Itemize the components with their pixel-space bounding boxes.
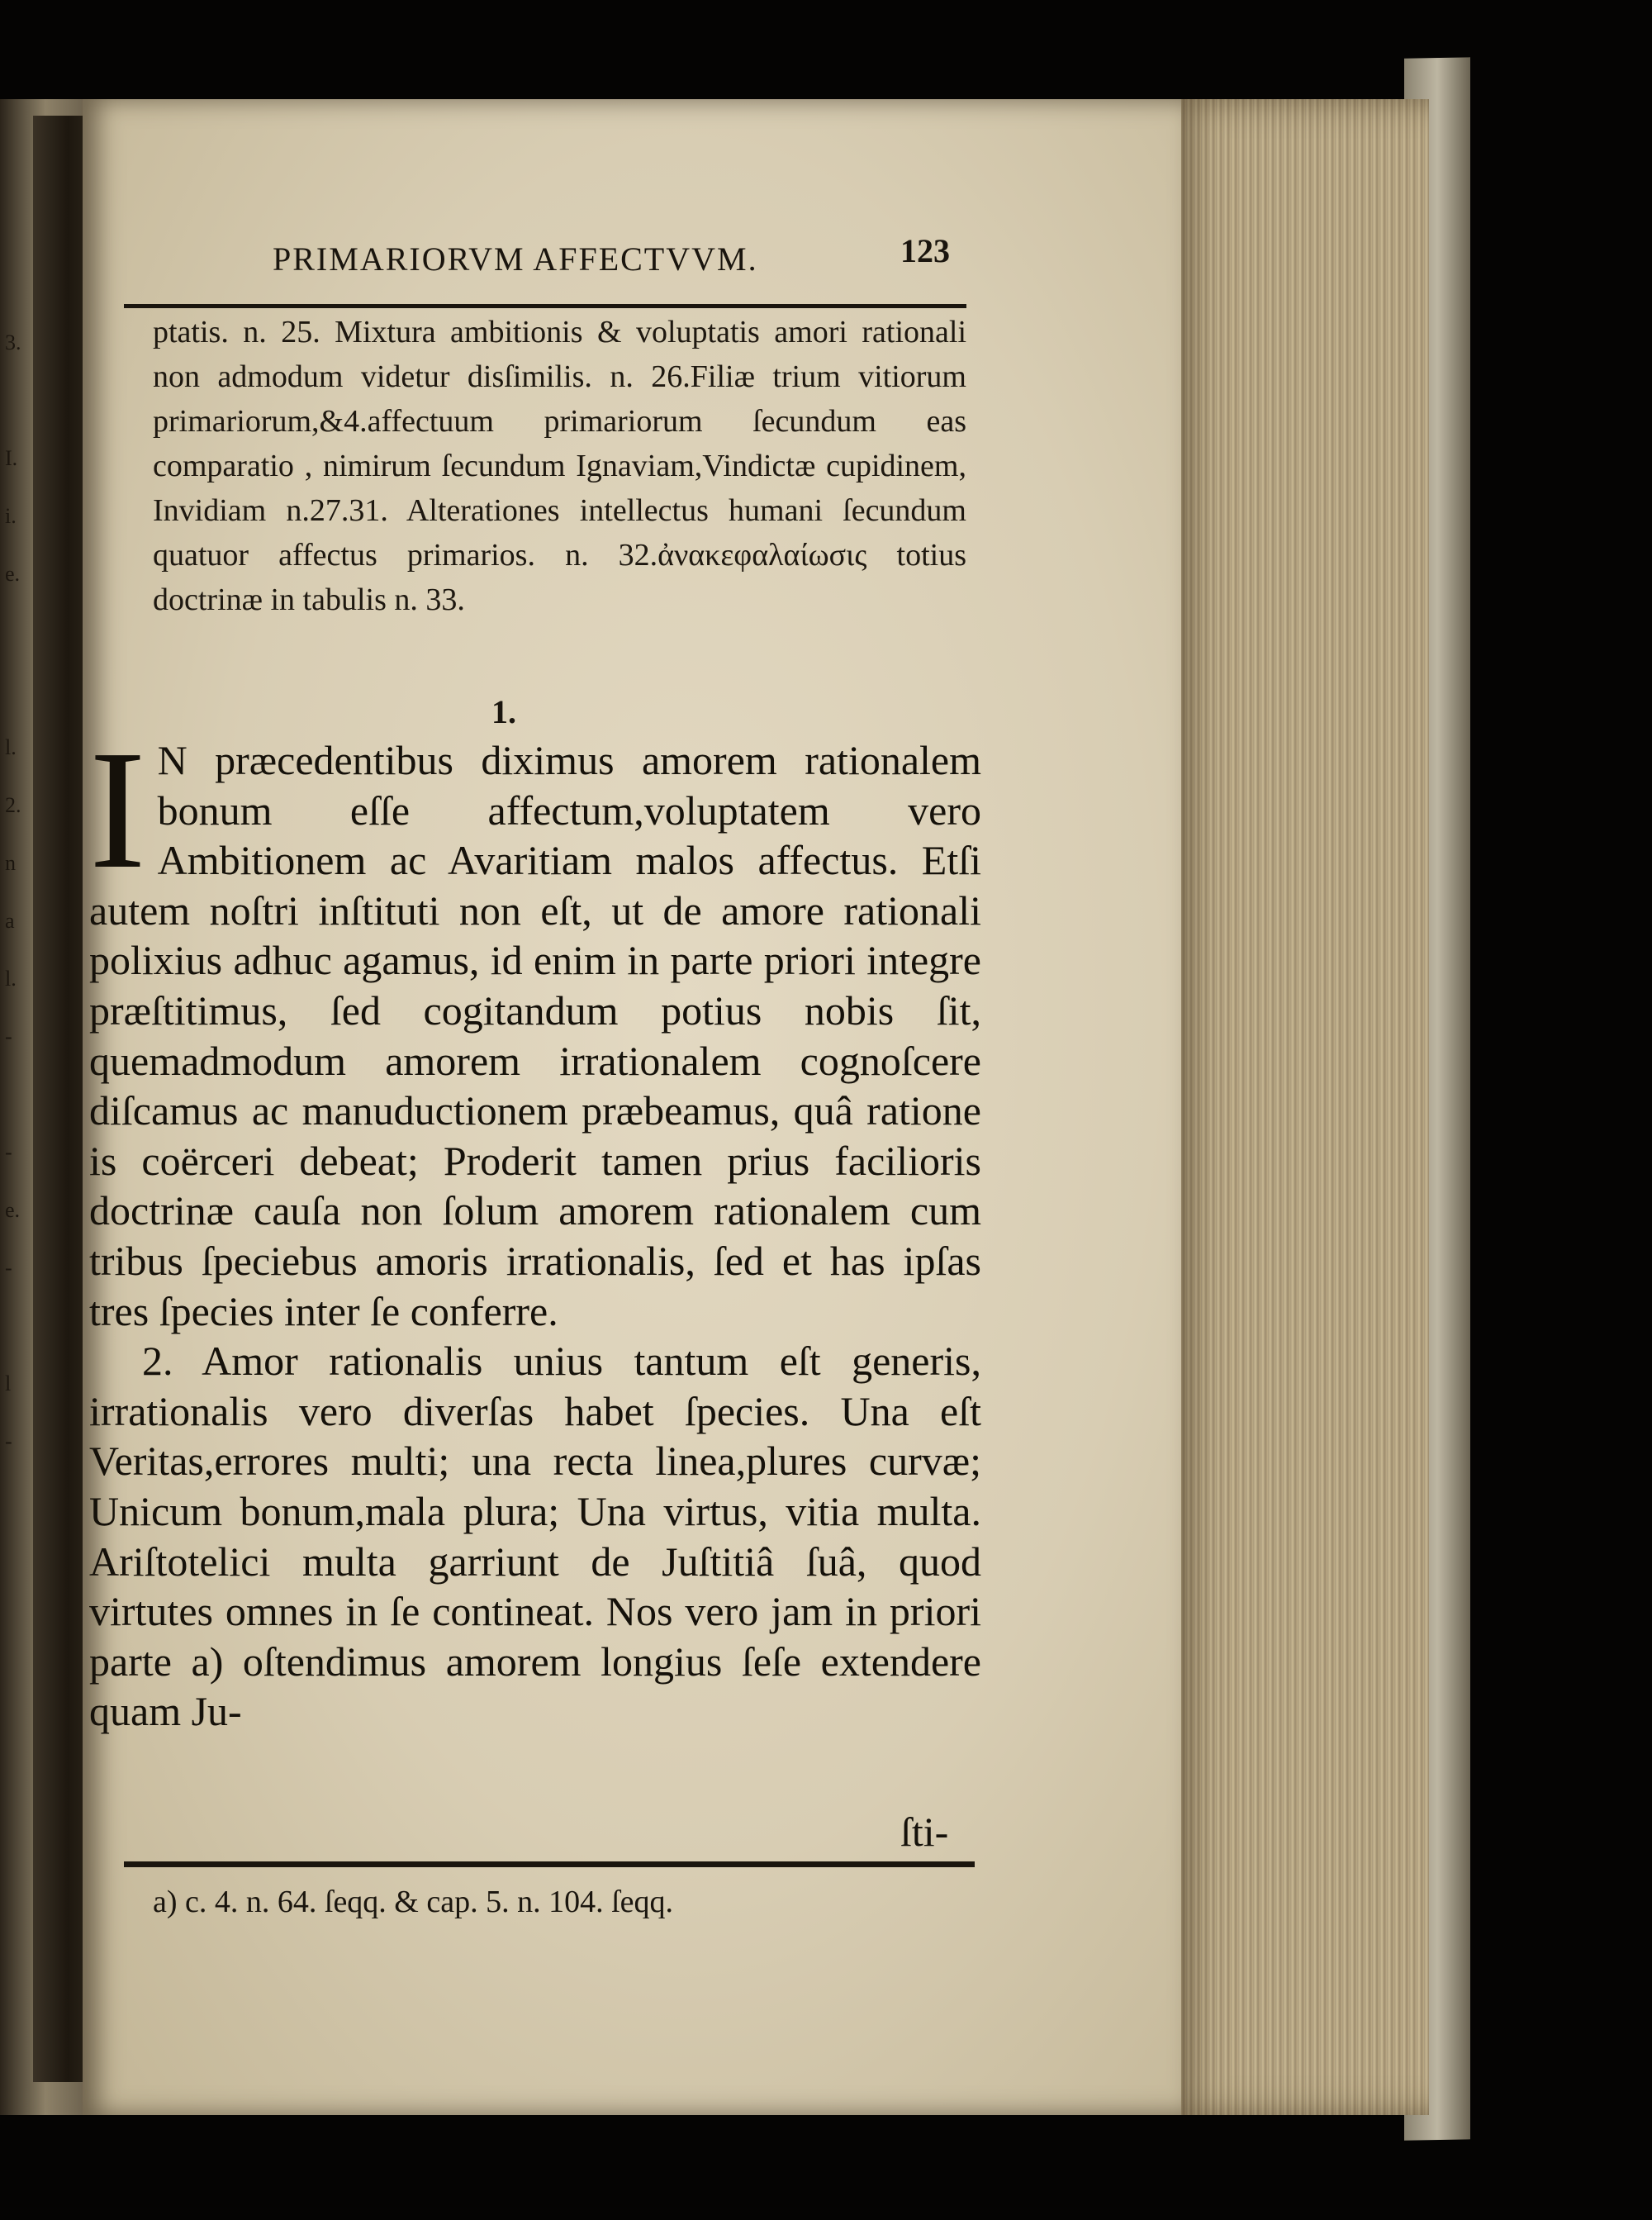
- page-number: 123: [900, 232, 950, 269]
- paragraph-1-text: N præcedentibus diximus amorem rationalem bonum eſſe affectum,voluptatem vero Ambitionem ac Avaritiam malos affectus. Etſi autem noſtri inſtituti non eſt, ut de amore rationali polixius adhuc agamus, id enim in parte priori integre præſtitimus, ſed cogitandum potius nobis ſit, quemadmodum amorem irrationalem cognoſcere diſcamus ac manuductionem præbeamus, quâ ratione is coërceri debeat; Proderit tamen prius facilioris doctrinæ cauſa non ſolum amorem rationalem cum tribus ſpeciebus amoris irrationalis, ſed et has ipſas tres ſpecies inter ſe conferre.: [89, 737, 981, 1334]
- chapter-summary: ptatis. n. 25. Mixtura ambitionis & voluptatis amori rationali non admodum videtur disſimilis. n. 26.Filiæ trium vitiorum primariorum,&4.affectuum primariorum ſecundum eas comparatio , nimirum ſecundum Ignaviam,Vindictæ cupidinem, Invidiam n.27.31. Alterationes intellectus humani ſecundum quatuor affectus primarios. n. 32.ἀνακεφαλαίωσις totius doctrinæ in tabulis n. 33.: [153, 315, 966, 617]
- paragraph-2-number: 2.: [142, 1338, 173, 1385]
- page-fore-edge: [1156, 99, 1429, 2115]
- drop-cap: I: [89, 715, 146, 904]
- footnote-rule: [124, 1861, 975, 1867]
- previous-page-margin-marks: 3. I. i. e. l. 2. n a l. - - e. - l -: [5, 330, 21, 1453]
- header-rule: [124, 304, 966, 308]
- paragraph-1: [89, 715, 981, 1336]
- catchword: ſti-: [900, 1809, 949, 1855]
- running-head: PRIMARIORVM AFFECTVVM.: [273, 240, 758, 278]
- body-text: [89, 715, 981, 1737]
- paragraph-2: [89, 1336, 981, 1737]
- paragraph-2-text: Amor rationalis unius tantum eſt generis, irrationalis vero diverſas habet ſpecies. Una eſt Veritas,errores multi; una recta linea,plures curvæ; Unicum bonum,mala plura; Una virtus, vitia multa. Ariſtotelici multa garriunt de Juſtitiâ ſuâ, quod virtutes omnes in ſe contineat. Nos vero jam in priori parte a) oſtendimus amorem longius ſeſe extendere quam Ju-: [89, 1338, 981, 1735]
- footnote: a) c. 4. n. 64. ſeqq. & cap. 5. n. 104. ſeqq.: [153, 1885, 674, 1919]
- section-number: 1.: [491, 693, 516, 730]
